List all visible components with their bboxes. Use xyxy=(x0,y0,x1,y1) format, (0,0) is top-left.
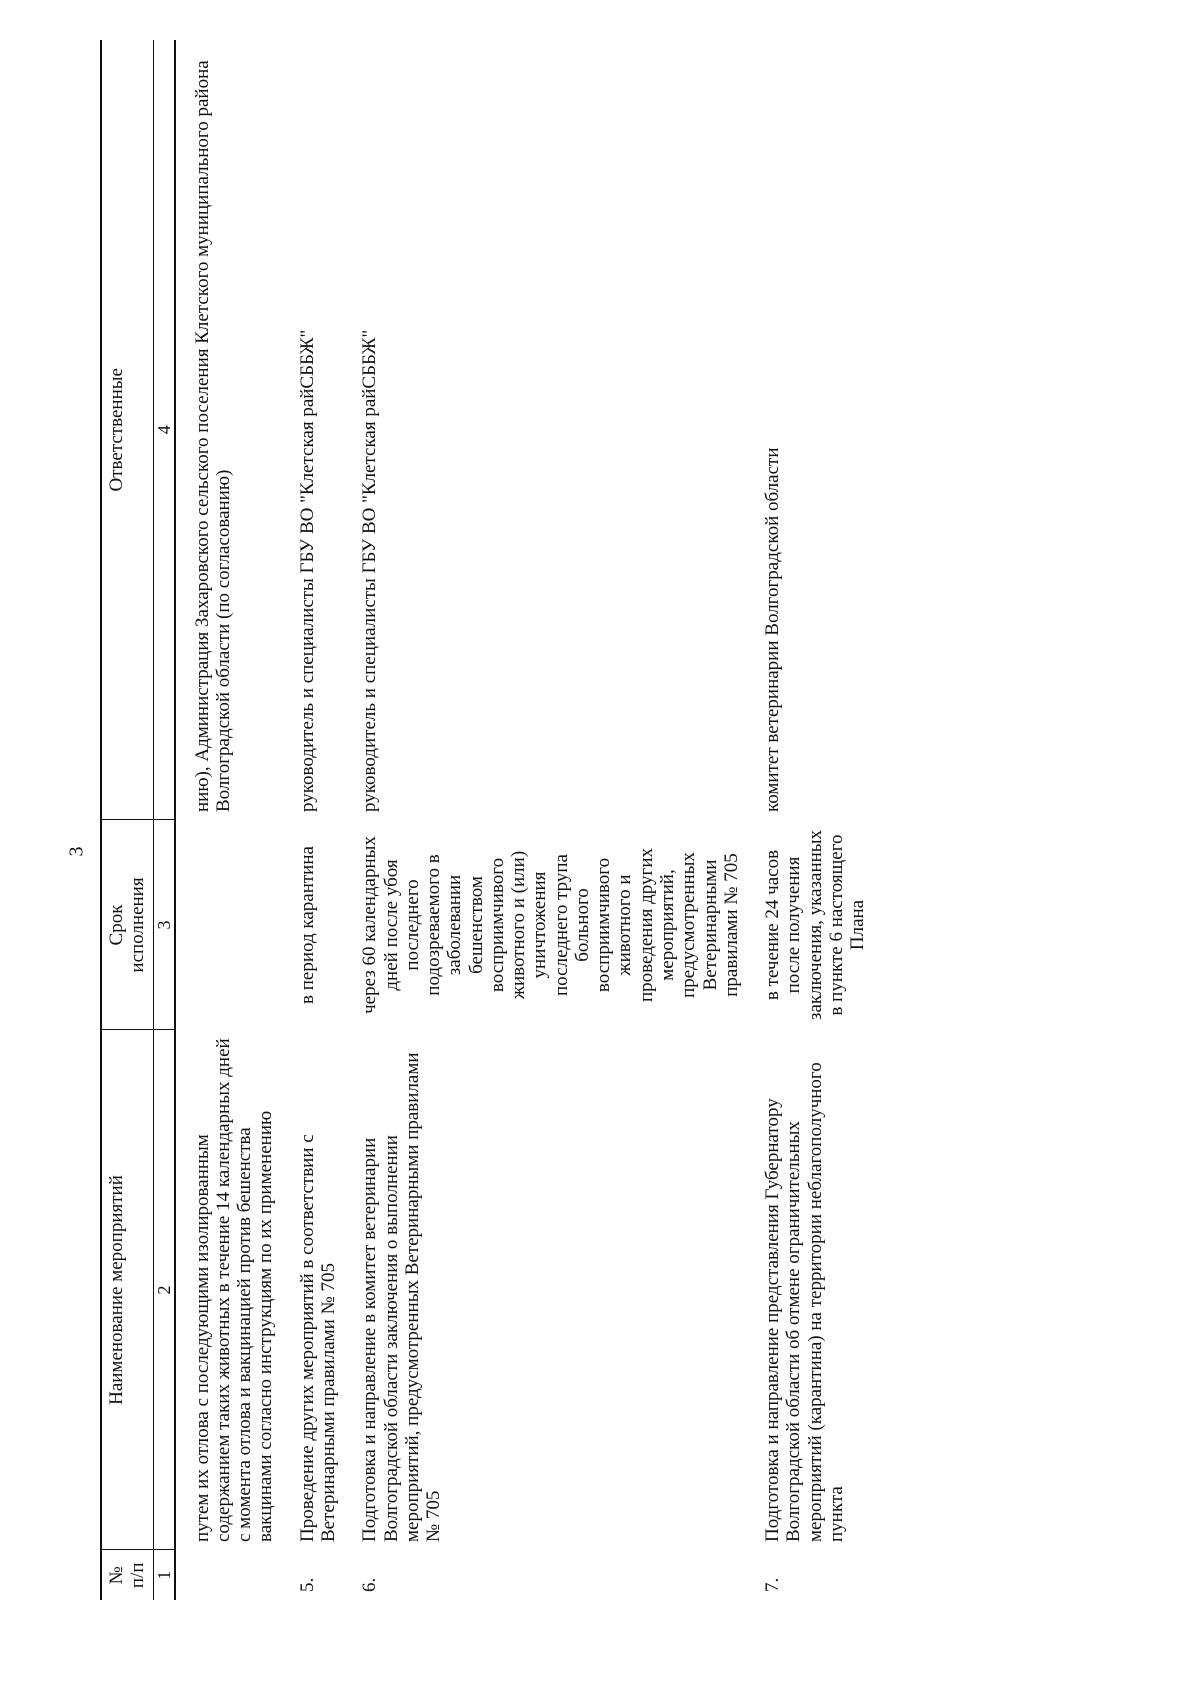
row-name: Подготовка и направление представления Губернатору Волгоградской области об отмене ограничительных мероприятий (карантина) на территории неблагополучного пункта xyxy=(762,1062,847,1542)
row-name: Подготовка и направление в комитет ветеринарии Волгоградской области заключения о выполнении мероприятий, предусмотренных Ветеринарными правилами № 705 xyxy=(359,1052,445,1542)
header-num-2: 2 xyxy=(153,1030,175,1550)
table-row xyxy=(175,40,281,1600)
header-number: № п/п xyxy=(101,1550,153,1600)
row-term: в период карантина xyxy=(296,846,318,1004)
header-term: Срок исполнения xyxy=(101,820,153,1030)
row-responsible: комитет ветеринарии Волгоградской области xyxy=(762,447,784,812)
page-number: 3 xyxy=(65,846,88,857)
header-responsible: Ответственные xyxy=(101,40,153,820)
table-header xyxy=(101,40,175,1600)
row-term xyxy=(175,820,281,1030)
row-responsible: нию), Администрация Захаровского сельского поселения Клетского муниципального района Волгоградской области (по согласованию) xyxy=(191,60,234,812)
row-name: путем их отлова с последующими изолированным содержанием таких животных в течение 14 календарных дней с момента отлова и вакцинацией против бешенства вакцинами согласно инструкциям по их применению xyxy=(191,1038,277,1542)
row-term: через 60 календарных дней после убоя последнего подозреваемого в заболевании бешенством восприимчивого животного и (или) уничтожения последнего трупа больного восприимчивого животного и проведения других мероприятий, предусмотренных Ветеринарными правилами № 705 xyxy=(359,836,742,1014)
header-num-3: 3 xyxy=(153,820,175,1030)
plan-table xyxy=(100,40,872,1600)
row-name: Проведение других мероприятий в соответствии с Ветеринарными правилами № 705 xyxy=(296,1134,340,1542)
row-responsible: руководитель и специалисты ГБУ ВО "Клетская райСББЖ" xyxy=(296,329,318,812)
row-number: 7. xyxy=(762,1577,784,1592)
row-number: 6. xyxy=(359,1577,381,1592)
table-row xyxy=(281,40,344,1600)
rotated-content xyxy=(100,40,1080,1600)
header-name: Наименование мероприятий xyxy=(101,1030,153,1550)
header-num-4: 4 xyxy=(153,40,175,820)
row-number xyxy=(175,1550,281,1600)
table-row xyxy=(343,40,746,1600)
row-term: в течение 24 часов после получения заключения, указанных в пункте 6 настоящего Плана xyxy=(762,829,869,1021)
row-number: 5. xyxy=(296,1577,318,1592)
row-responsible: руководитель и специалисты ГБУ ВО "Клетская райСББЖ" xyxy=(359,329,381,812)
header-num-1: 1 xyxy=(153,1550,175,1600)
table-row xyxy=(746,40,872,1600)
